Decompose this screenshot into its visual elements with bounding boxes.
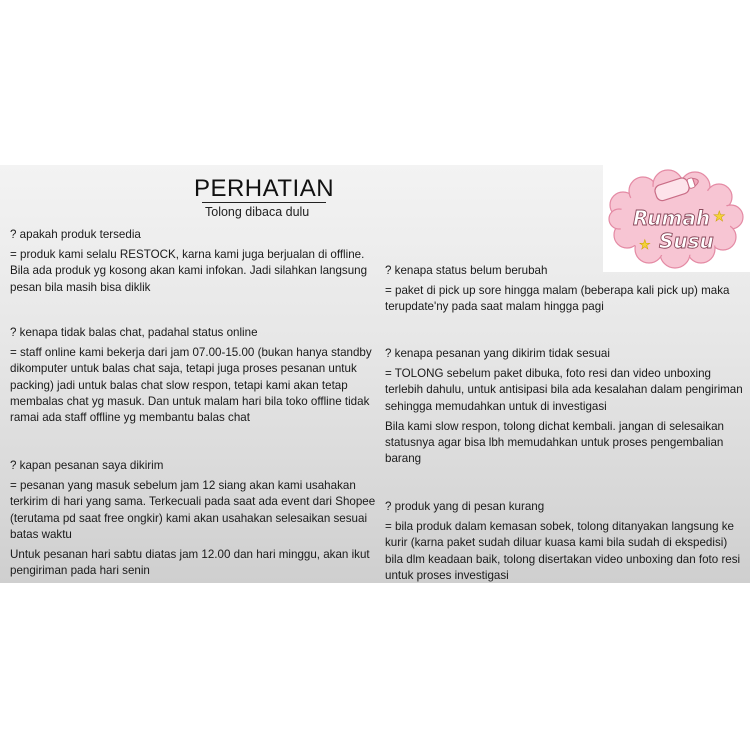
faq-question: ? produk yang di pesan kurang — [385, 500, 545, 513]
faq-chat-reply — [10, 325, 382, 426]
page-title: PERHATIAN — [193, 175, 335, 202]
logo-text-susu: Susu — [659, 229, 714, 253]
faq-product-availability — [10, 227, 382, 296]
logo-graphic — [603, 165, 750, 272]
faq-question: ? apakah produk tersedia — [10, 228, 141, 241]
faq-wrong-item — [385, 346, 743, 467]
faq-answer: Bila kami slow respon, tolong dichat kembali. jangan di selesaikan statusnya agar bisa lbh memudahkan untuk proses pengembalian barang — [385, 419, 724, 466]
faq-question: ? kapan pesanan saya dikirim — [10, 459, 164, 472]
rumah-susu-logo — [603, 165, 750, 272]
faq-answer: Untuk pesanan hari sabtu diatas jam 12.00 dan hari minggu, akan ikut pengiriman pada hari senin — [10, 548, 370, 578]
logo-text-rumah: Rumah — [633, 206, 711, 230]
faq-status-unchanged — [385, 263, 743, 316]
star-icon: ★ — [639, 237, 651, 252]
faq-answer: = paket di pick up sore hingga malam (beberapa kali pick up) maka terupdate'ny pada saat malam hingga pagi — [385, 284, 730, 314]
faq-answer: = TOLONG sebelum paket dibuka, foto resi dan video unboxing terlebih dahulu, untuk antisipasi bila ada kesalahan dalam pengiriman sehingga memudahkan untuk di investigasi — [385, 367, 743, 413]
page-subtitle: Tolong dibaca dulu — [205, 205, 310, 219]
faq-shipping-time — [10, 458, 382, 579]
title-underline — [202, 202, 326, 203]
faq-answer: = produk kami selalu RESTOCK, karna kami juga berjualan di offline. Bila ada produk yg kosong akan kami infokan. Jadi silahkan langsung pesan bila masih bisa diklik — [10, 248, 368, 294]
faq-answer: = staff online kami bekerja dari jam 07.00-15.00 (bukan hanya standby dikomputer untuk balas chat saja, tetapi juga proses pesanan untuk packing) jadi untuk balas chat slow respon, tetapi kami akan tetap membalas chat yg masuk. Dan untuk malam hari bila toko offline tidak ramai ada staff offline yg membantu balas chat — [10, 346, 372, 425]
faq-question: ? kenapa status belum berubah — [385, 264, 548, 277]
faq-missing-item — [385, 499, 743, 584]
star-icon: ★ — [713, 208, 726, 224]
faq-answer: = pesanan yang masuk sebelum jam 12 siang akan kami usahakan terkirim di hari yang sama. Terkecuali pada saat ada event dari Shopee (terutama pd saat free ongkir) kami akan usahakan selesaikan sesuai batas waktu — [10, 479, 376, 541]
faq-question: ? kenapa pesanan yang dikirim tidak sesuai — [385, 347, 610, 360]
faq-answer: = bila produk dalam kemasan sobek, tolong ditanyakan langsung ke kurir (karna paket sudah diluar kuasa kami bila sudah di ekspedisi) bila dlm keadaan baik, tolong disertakan video unboxing dan foto resi untuk proses investigasi — [385, 520, 741, 582]
faq-question: ? kenapa tidak balas chat, padahal status online — [10, 326, 258, 339]
